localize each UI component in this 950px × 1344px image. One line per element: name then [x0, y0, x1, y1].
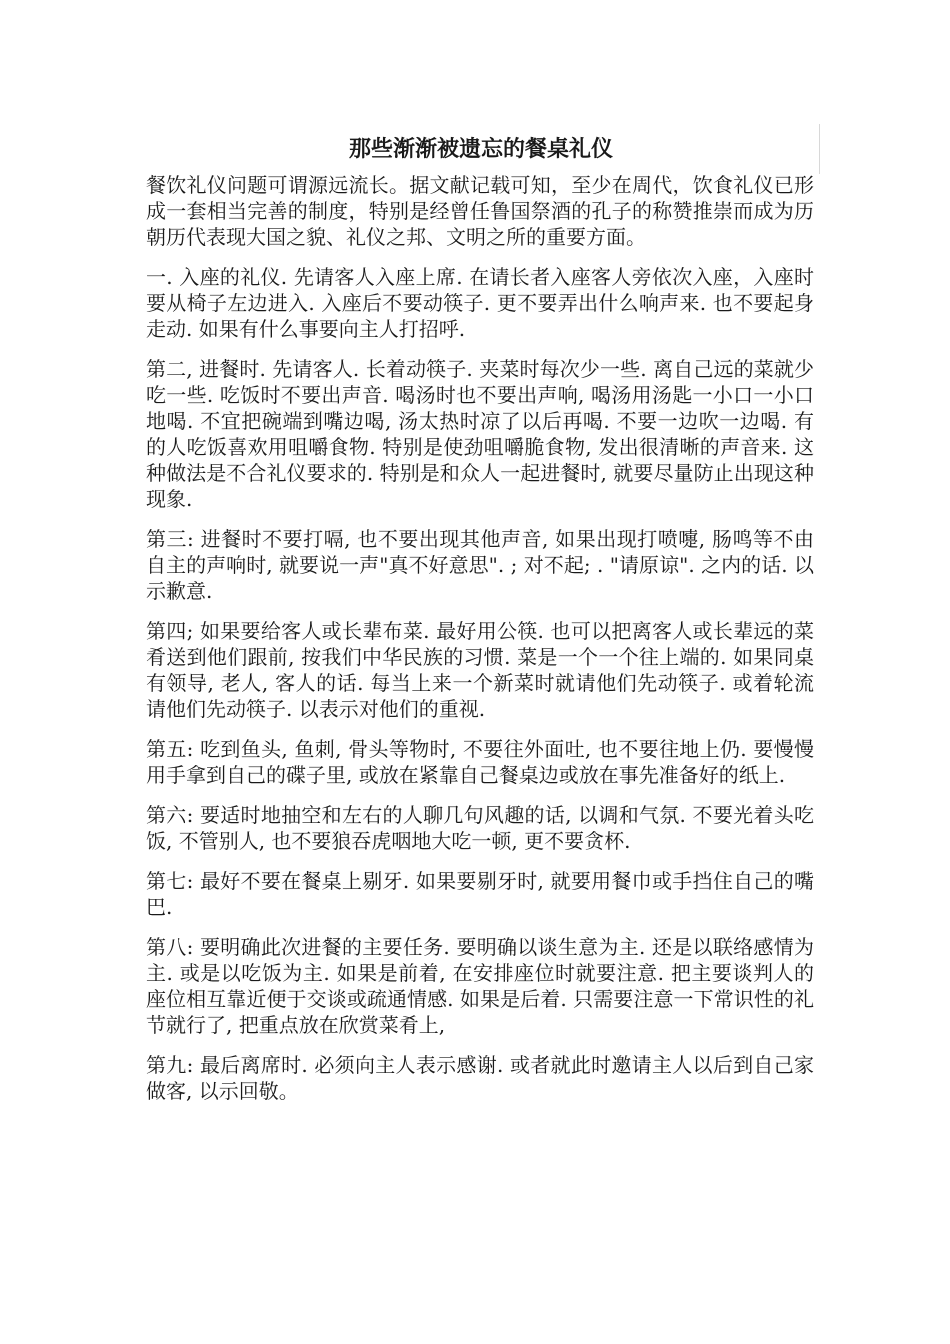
paragraph-leaving: 第九: 最后离席时. 必须向主人表示感谢. 或者就此时邀请主人以后到自己家做客, 以示回敬。 [146, 1053, 814, 1103]
paragraph-conversation: 第六: 要适时地抽空和左右的人聊几句风趣的话, 以调和气氛. 不要光着头吃饭, 不管别人, 也不要狼吞虎咽地大吃一顿, 更不要贪杯. [146, 803, 814, 853]
margin-rule [819, 124, 820, 174]
paragraph-eating: 第二, 进餐时. 先请客人. 长着动筷子. 夹菜时每次少一些. 离自己远的菜就少吃一些. 吃饭时不要出声音. 喝汤时也不要出声响, 喝汤用汤匙一小口一小口地喝. 不宜把碗端到嘴边喝, 汤太热时凉了以后再喝. 不要一边吹一边喝. 有的人吃饭喜欢用咀嚼食物. 特别是使劲咀嚼脆食物, 发出很清晰的声音来. 这种做法是不合礼仪要求的. 特别是和众人一起进餐时, 就要尽量防止出现这种现象. [146, 357, 814, 511]
paragraph-serving: 第四; 如果要给客人或长辈布菜. 最好用公筷. 也可以把离客人或长辈远的菜肴送到他们跟前, 按我们中华民族的习惯. 菜是一个一个往上端的. 如果同桌有领导, 老人, 客人的话. 每当上来一个新菜时就请他们先动筷子. 或着轮流请他们先动筷子. 以表示对他们的重视. [146, 619, 814, 721]
page-title: 那些渐渐被遗忘的餐桌礼仪 [348, 137, 613, 162]
paragraph-bones: 第五: 吃到鱼头, 鱼刺, 骨头等物时, 不要往外面吐, 也不要往地上仍. 要慢慢用手拿到自己的碟子里, 或放在紧靠自己餐桌边或放在事先准备好的纸上. [146, 737, 814, 787]
paragraph-noises: 第三: 进餐时不要打嗝, 也不要出现其他声音, 如果出现打喷嚏, 肠鸣等不由自主的声响时, 就要说一声"真不好意思". ; 对不起; . "请原谅". 之内的话. 以示歉意. [146, 527, 814, 603]
intro-paragraph: 餐饮礼仪问题可谓源远流长。据文献记载可知，至少在周代，饮食礼仪已形成一套相当完善的制度，特别是经曾任鲁国祭酒的孔子的称赞推崇而成为历朝历代表现大国之貌、礼仪之邦、文明之所的重要方面。 [146, 173, 814, 249]
paragraph-seating: 一. 入座的礼仪. 先请客人入座上席. 在请长者入座客人旁依次入座，入座时要从椅子左边进入. 入座后不要动筷子. 更不要弄出什么响声来. 也不要起身走动. 如果有什么事要向主人打招呼. [146, 265, 814, 341]
document-body [146, 172, 814, 1118]
paragraph-toothpick: 第七: 最好不要在餐桌上剔牙. 如果要剔牙时, 就要用餐巾或手挡住自己的嘴巴. [146, 869, 814, 919]
paragraph-purpose: 第八: 要明确此次进餐的主要任务. 要明确以谈生意为主. 还是以联络感情为主. 或是以吃饭为主. 如果是前着, 在安排座位时就要注意. 把主要谈判人的座位相互靠近便于交谈或疏通情感. 如果是后着. 只需要注意一下常识性的礼节就行了, 把重点放在欣赏菜肴上, [146, 935, 814, 1037]
